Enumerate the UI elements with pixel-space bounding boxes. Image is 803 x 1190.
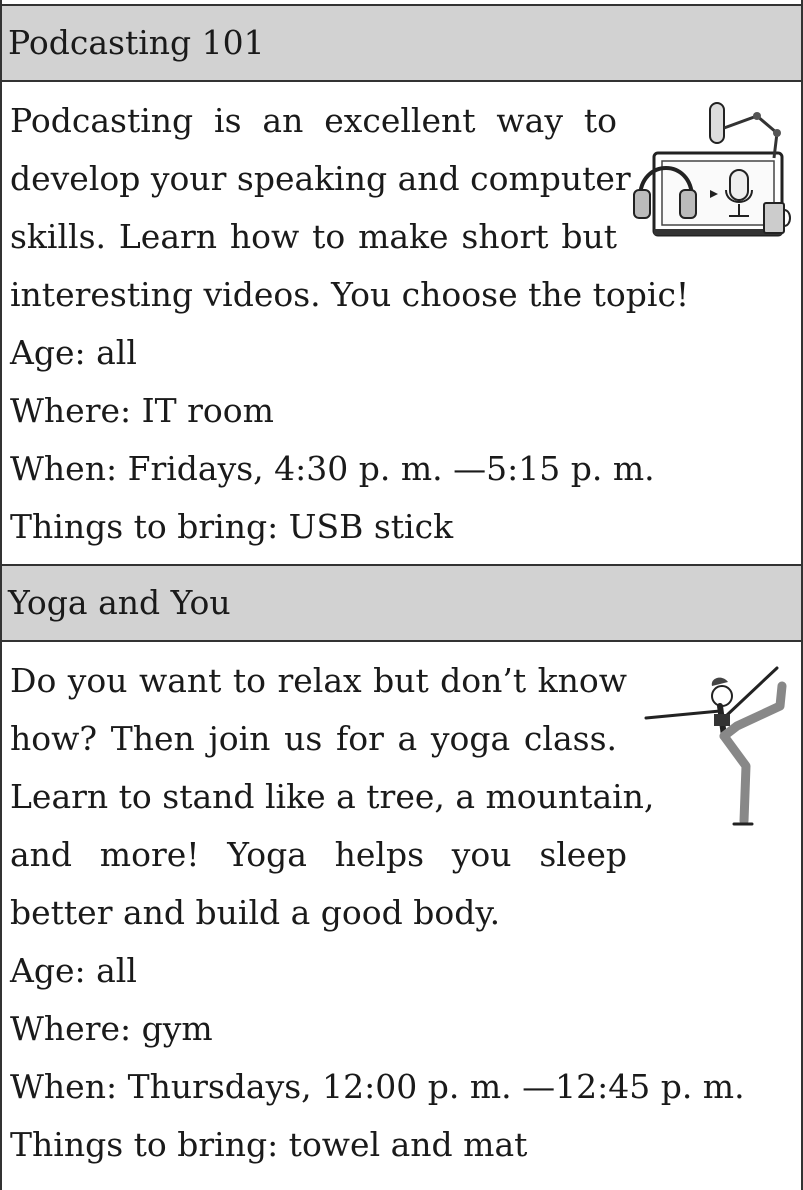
podcasting-where: Where: IT room	[10, 391, 274, 430]
yoga-where: Where: gym	[10, 1009, 213, 1048]
podcast-equipment-illustration	[632, 98, 792, 248]
yoga-paragraph-line-2: how? Then join us for a yoga class.	[10, 719, 617, 758]
yoga-section-title: Yoga and You	[2, 564, 801, 642]
podcasting-paragraph-line-4: interesting videos. You choose the topic!	[10, 275, 690, 314]
podcasting-age: Age: all	[10, 333, 137, 372]
podcasting-things-to-bring: Things to bring: USB stick	[10, 507, 454, 546]
podcasting-paragraph-line-1: Podcasting is an excellent way to	[10, 101, 617, 140]
yoga-things-to-bring: Things to bring: towel and mat	[10, 1125, 528, 1164]
podcasting-section-title: Podcasting 101	[2, 4, 801, 82]
yoga-age: Age: all	[10, 951, 137, 990]
podcasting-when: When: Fridays, 4:30 p. m. —5:15 p. m.	[10, 449, 655, 488]
yoga-paragraph-line-5: better and build a good body.	[10, 893, 501, 932]
podcasting-paragraph-line-3: skills. Learn how to make short but	[10, 217, 617, 256]
yoga-paragraph-line-4: and more! Yoga helps you sleep	[10, 835, 627, 874]
podcasting-paragraph-line-2: develop your speaking and computer	[10, 159, 631, 198]
yoga-when: When: Thursdays, 12:00 p. m. —12:45 p. m.	[10, 1067, 745, 1106]
yoga-paragraph-line-1: Do you want to relax but don’t know	[10, 661, 627, 700]
yoga-paragraph-line-3: Learn to stand like a tree, a mountain,	[10, 777, 655, 816]
yoga-pose-illustration	[642, 656, 792, 836]
